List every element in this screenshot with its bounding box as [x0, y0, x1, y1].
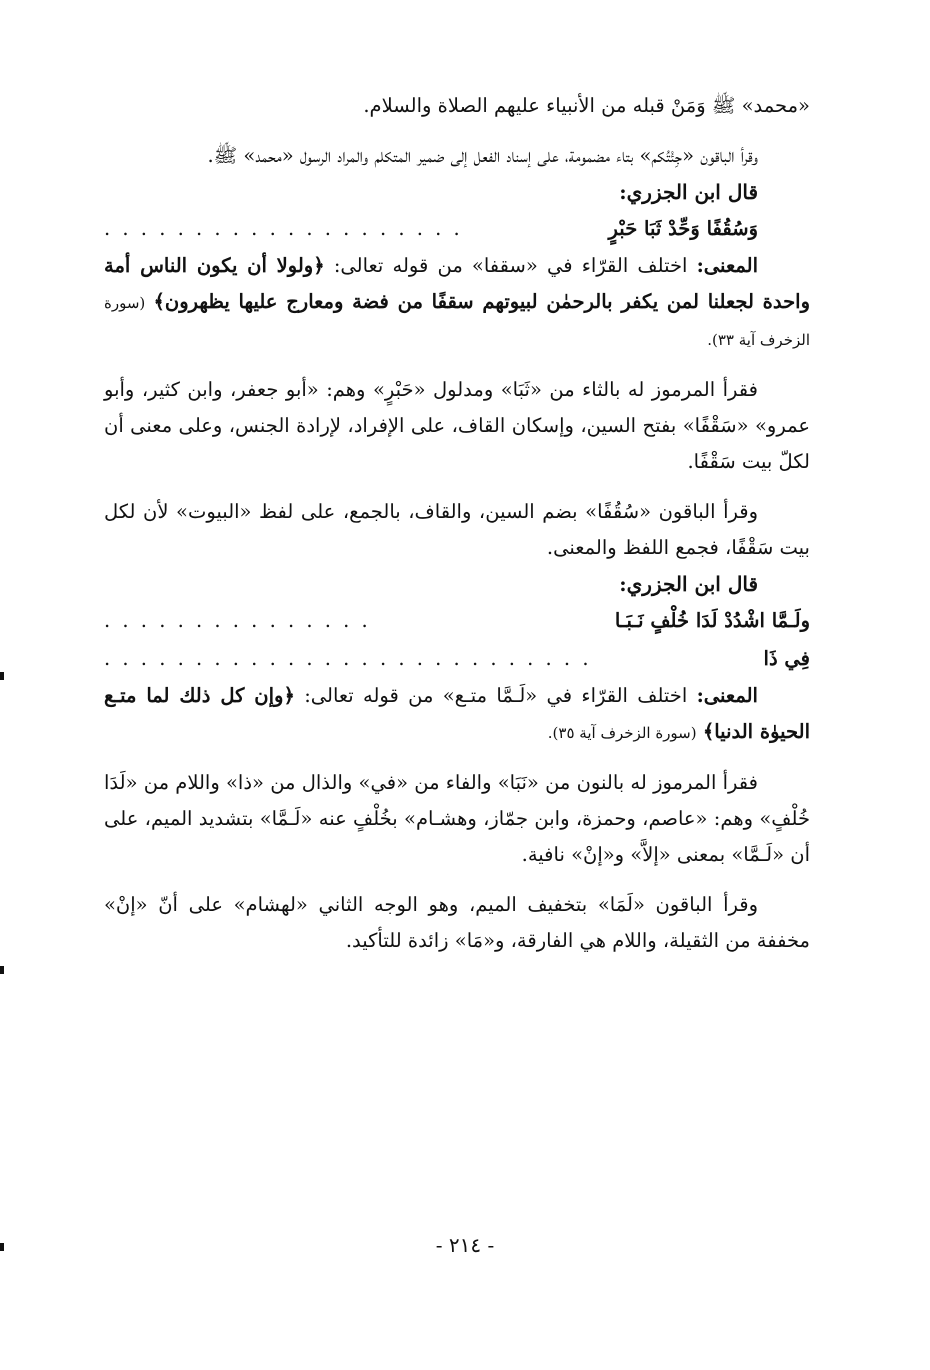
section1-paragraph-b: وقرأ الباقون «سُقُفًا» بضم السين، والقاف، بالجمع، على لفظ «البيوت» لأن لكل بيت سَقْفًا، فجمع اللفظ والمعنى. [104, 500, 810, 559]
scan-edge-mark [0, 1243, 4, 1251]
section1-paragraph-a: فقرأ المرموز له بالثاء من «ثَبَا» ومدلول «حَبْرٍ» وهم: «أبو جعفر، وابن كثير، وأبو عمرو» «سَقْفًا» بفتح السين، وإسكان القاف، على الإفراد، لإرادة الجنس، وعلى معنى أن لكلّ بيت سَقْفًا. [104, 378, 810, 473]
section2-verse-2-dots: . . . . . . . . . . . . . . . . . . . . . . . . . . . [104, 647, 592, 670]
page-content [104, 88, 810, 959]
section1-meaning-intro: اختلف القرّاء في «سقفا» من قوله تعالى: [333, 254, 688, 277]
scan-edge-mark [0, 966, 4, 974]
section2-ayah-ref: (سورة الزخرف آية ٣٥). [547, 724, 697, 742]
section1-verse-dots: . . . . . . . . . . . . . . . . . . . . [104, 217, 463, 240]
section1-verse-text: وَسُقُفًا وَحِّدْ ثَبَا حَبْرٍ [608, 217, 758, 240]
paragraph-2: وقرأ الباقون «جِئْتُكم» بتاء مضمومة، على إسناد الفعل إلى ضمير المتكلم والمراد الرسول «محمد» ﷺ. [207, 144, 758, 167]
section2-verse-1 [104, 602, 810, 640]
section2-meaning-intro: اختلف القرّاء في «لَـمَّا متـع» من قوله تعالى: [304, 684, 688, 707]
section1-heading: قال ابن الجزري: [619, 180, 758, 204]
section2-meaning-label: المعنى: [696, 684, 758, 707]
page-number: - ٢١٤ - [435, 1233, 495, 1257]
section1-ayah-ref: (سورة الزخرف آية ٣٣). [104, 294, 810, 349]
section2-meaning [104, 678, 810, 751]
scan-edge-mark [0, 672, 4, 680]
section2-verse-1-text: ولَـمَّا اشْدُدْ لَدَا خُلْفٍ نَـبَـا [614, 609, 810, 632]
section2-verse-2-text: فِي ذَا [763, 647, 810, 670]
section2-verse-2 [104, 640, 810, 678]
paragraph-1: «محمد» ﷺ وَمَنْ قبله من الأنبياء عليهم الصلاة والسلام. [363, 94, 810, 117]
section2-verse-1-dots: . . . . . . . . . . . . . . . [104, 609, 371, 632]
section1-meaning-label: المعنى: [696, 254, 758, 277]
section1-meaning [104, 248, 810, 358]
section2-ayah: ﴿وإن كل ذلك لما متـع الحيوٰة الدنيا﴾ [104, 684, 810, 743]
section1-verse [104, 210, 810, 248]
section2-paragraph-a: فقرأ المرموز له بالنون من «نَبَا» والفاء من «في» والذال من «ذا» واللام من «لَدَا خُلْفٍ» وهم: «عاصم، وحمزة، وابن جمّاز، وهشـام» بخُلْفٍ عنه «لَـمَّا» بتشديد الميم، على أن «لَـمَّا» بمعنى «إلاَّ» و«إنْ» نافية. [104, 771, 810, 866]
section1-ayah: ﴿ولولا أن يكون الناس أمة واحدة لجعلنا لمن يكفر بالرحمٰن لبيوتهم سقفًا من فضة ومعارج عليها يظهرون﴾ [104, 254, 811, 313]
section2-paragraph-b: وقرأ الباقون «لَمَا» بتخفيف الميم، وهو الوجه الثاني «لهشام» على أنّ «إنْ» مخففة من الثقيلة، واللام هي الفارقة، و«مَا» زائدة للتأكيد. [104, 893, 810, 952]
section2-heading: قال ابن الجزري: [619, 572, 758, 596]
